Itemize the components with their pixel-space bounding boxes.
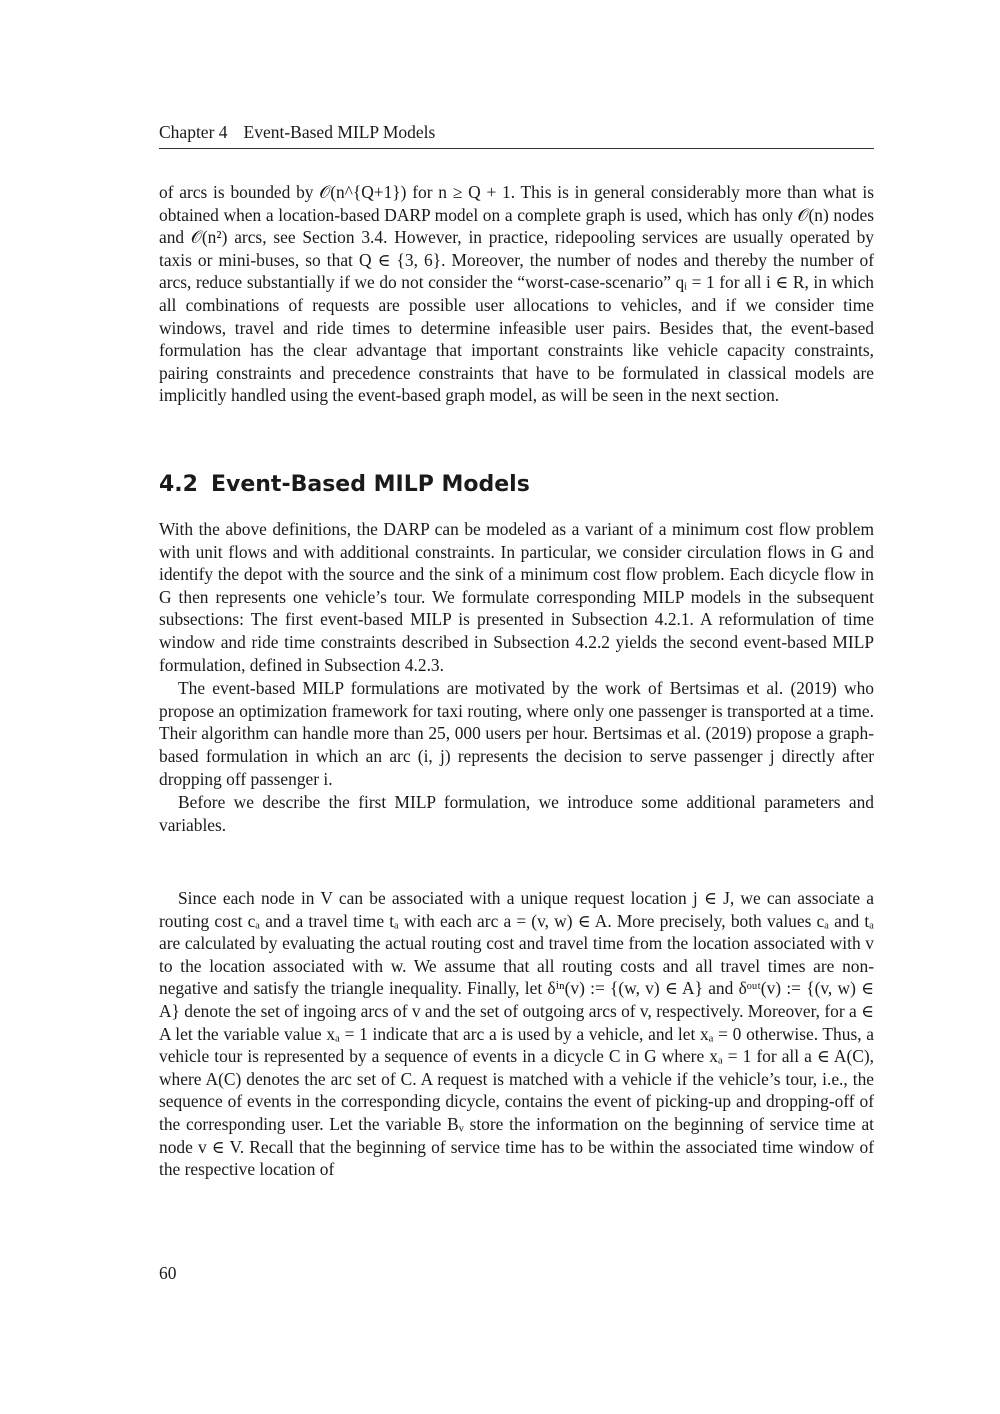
section-heading bbox=[159, 471, 874, 499]
running-header bbox=[159, 122, 874, 149]
section-title: Event-Based MILP Models bbox=[210, 472, 530, 497]
intro-text-block bbox=[159, 181, 874, 407]
page-number: 60 bbox=[159, 1263, 177, 1283]
section-text-block bbox=[159, 518, 874, 836]
paragraph-routing-cost: Since each node in V can be associated with a unique request location j ∈ J, we can associate a routing cost cₐ and a travel time tₐ with each arc a = (v, w) ∈ A. More precisely, both values cₐ and tₐ are calculated by evaluating the actual routing cost and travel time from the location associated with v to the location associated with w. We assume that all routing costs and all travel times are non-negative and satisfy the triangle inequality. Finally, let δⁱⁿ(v) := {(w, v) ∈ A} and δᵒᵘᵗ(v) := {(v, w) ∈ A} denote the set of ingoing arcs of v and the set of outgoing arcs of v, respectively. Moreover, for a ∈ A let the variable value xₐ = 1 indicate that arc a is used by a vehicle, and let xₐ = 0 otherwise. Thus, a vehicle tour is represented by a sequence of events in a dicycle C in G where xₐ = 1 for all a ∈ A(C), where A(C) denotes the arc set of C. A request is matched with a vehicle if the vehicle’s tour, i.e., the sequence of events in the corresponding dicycle, contains the event of picking-up and dropping-off of the corresponding user. Let the variable Bᵥ store the information on the beginning of service time at node v ∈ V. Recall that the beginning of service time has to be within the associated time window of the respective location of bbox=[159, 888, 874, 1180]
paragraph-arc-bound: of arcs is bounded by 𝒪(n^{Q+1}) for n ≥ Q + 1. This is in general considerably more than what is obtained when a location-based DARP model on a complete graph is used, which has only 𝒪(n) nodes and 𝒪(n²) arcs, see Section 3.4. However, in practice, ridepooling services are usually operated by taxis or mini-buses, so that Q ∈ {3, 6}. Moreover, the number of nodes and thereby the number of arcs, reduce substantially if we do not consider the “worst-case-scenario” qᵢ = 1 for all i ∈ R, in which all combinations of requests are possible user allocations to vehicles, and if we consider time windows, travel and ride times to determine infeasible user pairs. Besides that, the event-based formulation has the clear advantage that important constraints like vehicle capacity constraints, pairing constraints and precedence constraints that have to be formulated in classical models are implicitly handled using the event-based graph model, as will be seen in the next section. bbox=[159, 182, 874, 406]
paragraph-parameters-intro: Before we describe the first MILP formulation, we introduce some additional parameters and variables. bbox=[159, 792, 874, 835]
chapter-title: Event-Based MILP Models bbox=[243, 122, 436, 142]
section-number: 4.2 bbox=[159, 472, 198, 497]
chapter-number: Chapter 4 bbox=[159, 122, 228, 142]
paragraph-darp-flow: With the above definitions, the DARP can be modeled as a variant of a minimum cost flow problem with unit flows and with additional constraints. In particular, we consider circulation flows in G and identify the depot with the source and the sink of a minimum cost flow problem. Each dicycle flow in G then represents one vehicle’s tour. We formulate corresponding MILP models in the subsequent subsections: The first event-based MILP is presented in Subsection 4.2.1. A reformulation of time window and ride time constraints described in Subsection 4.2.2 yields the second event-based MILP formulation, defined in Subsection 4.2.3. bbox=[159, 519, 874, 675]
definitions-text-block bbox=[159, 887, 874, 1181]
paragraph-motivation: The event-based MILP formulations are motivated by the work of Bertsimas et al. (2019) who propose an optimization framework for taxi routing, where only one passenger is transported at a time. Their algorithm can handle more than 25, 000 users per hour. Bertsimas et al. (2019) propose a graph-based formulation in which an arc (i, j) represents the decision to serve passenger j directly after dropping off passenger i. bbox=[159, 678, 874, 789]
